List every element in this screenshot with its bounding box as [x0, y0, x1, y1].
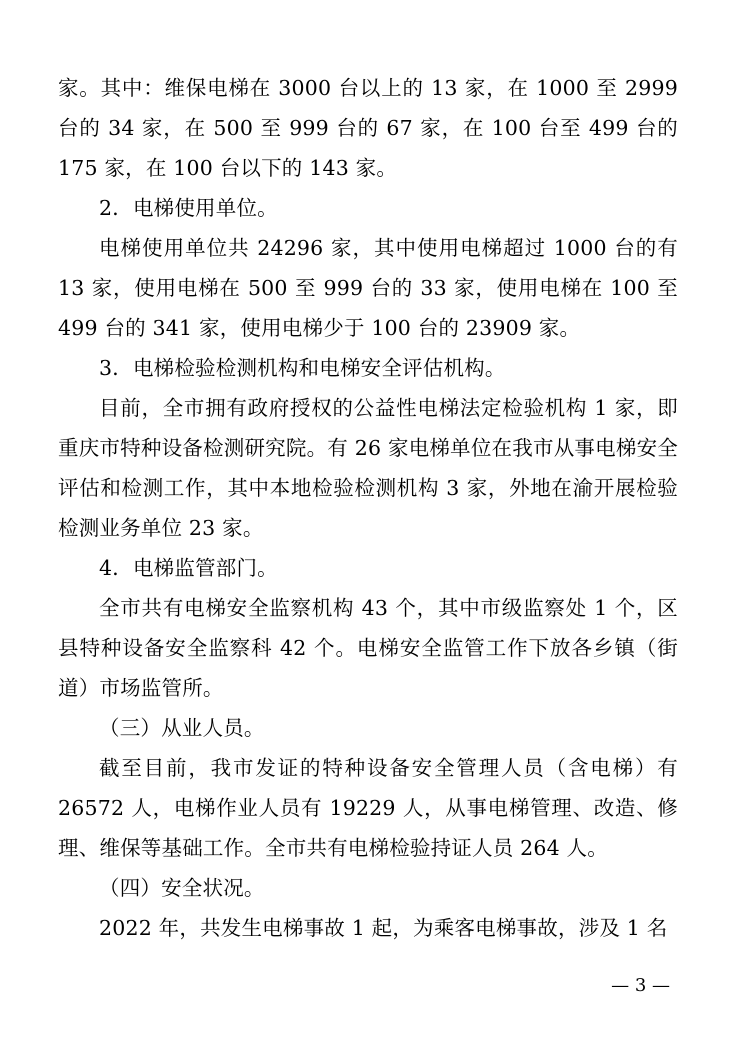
paragraph-maintenance-units: 家。其中：维保电梯在 3000 台以上的 13 家，在 1000 至 2999 台的 34 家，在 500 至 999 台的 67 家，在 100 台至 499 台的 175 家，在 100 台以下的 143 家。 — [58, 76, 678, 180]
page-number: — 3 — — [611, 975, 670, 996]
document-body — [58, 68, 678, 948]
heading-inspection-institutions: 3．电梯检验检测机构和电梯安全评估机构。 — [99, 356, 506, 380]
heading-practitioners: （三）从业人员。 — [99, 716, 265, 740]
heading-supervision-departments: 4．电梯监管部门。 — [99, 556, 278, 580]
heading-elevator-users: 2．电梯使用单位。 — [99, 196, 278, 220]
paragraph-supervision-departments: 全市共有电梯安全监察机构 43 个，其中市级监察处 1 个，区县特种设备安全监察科 42 个。电梯安全监管工作下放各乡镇（街道）市场监管所。 — [58, 596, 678, 700]
heading-safety-status: （四）安全状况。 — [99, 876, 265, 900]
paragraph-inspection-institutions: 目前，全市拥有政府授权的公益性电梯法定检验机构 1 家，即重庆市特种设备检测研究院。有 26 家电梯单位在我市从事电梯安全评估和检测工作，其中本地检验检测机构 3 家，外地在渝开展检验检测业务单位 23 家。 — [58, 396, 678, 540]
paragraph-practitioners: 截至目前，我市发证的特种设备安全管理人员（含电梯）有 26572 人，电梯作业人员有 19229 人，从事电梯管理、改造、修理、维保等基础工作。全市共有电梯检验持证人员 264 人。 — [58, 756, 678, 860]
paragraph-elevator-users: 电梯使用单位共 24296 家，其中使用电梯超过 1000 台的有 13 家，使用电梯在 500 至 999 台的 33 家，使用电梯在 100 至 499 台的 341 家，使用电梯少于 100 台的 23909 家。 — [58, 236, 678, 340]
paragraph-safety-status: 2022 年，共发生电梯事故 1 起，为乘客电梯事故，涉及 1 名 — [99, 916, 668, 940]
